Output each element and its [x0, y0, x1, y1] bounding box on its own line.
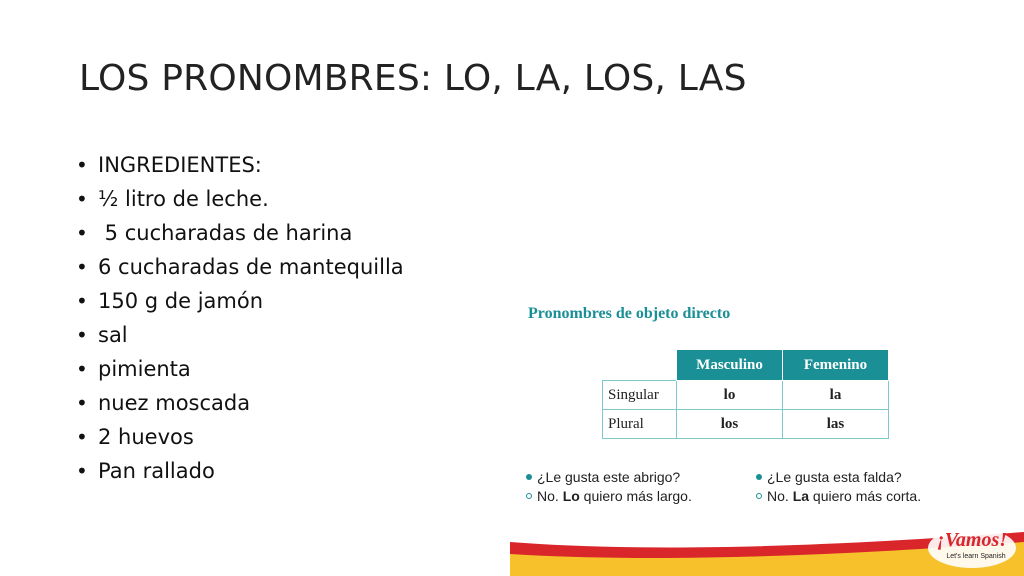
filled-bullet-icon — [756, 474, 762, 480]
pronoun-table — [602, 349, 889, 439]
table-cell: lo — [677, 381, 783, 410]
table-cell: la — [783, 381, 889, 410]
example-answer — [526, 487, 692, 506]
example-question — [526, 468, 692, 487]
list-item: • 6 cucharadas de mantequilla — [76, 252, 404, 286]
open-bullet-icon — [756, 493, 762, 499]
answer-pronoun: La — [792, 488, 810, 504]
list-item: • 150 g de jamón — [76, 286, 404, 320]
vamos-logo-icon — [924, 522, 1020, 570]
list-item: • nuez moscada — [76, 388, 404, 422]
list-item: • ½ litro de leche. — [76, 184, 404, 218]
list-item: • pimienta — [76, 354, 404, 388]
ingredients-list — [76, 150, 404, 490]
logo-tagline: Let's learn Spanish — [946, 553, 1006, 560]
example-answer — [756, 487, 921, 506]
list-item: • 5 cucharadas de harina — [76, 218, 404, 252]
answer-text: No. — [767, 488, 793, 504]
question-text: ¿Le gusta esta falda? — [767, 469, 902, 485]
table-row — [603, 381, 889, 410]
table-cell: los — [677, 410, 783, 439]
answer-text: quiero más corta. — [809, 488, 922, 504]
row-label-singular: Singular — [603, 381, 677, 410]
answer-pronoun: Lo — [562, 488, 580, 504]
pronoun-figure — [510, 296, 1024, 576]
example-right — [756, 468, 921, 506]
list-item: • INGREDIENTES: — [76, 150, 404, 184]
row-label-plural: Plural — [603, 410, 677, 439]
table-row — [603, 410, 889, 439]
table-cell: las — [783, 410, 889, 439]
figure-title: Pronombres de objeto directo — [528, 305, 731, 322]
example-left — [526, 468, 692, 506]
column-header-femenino: Femenino — [783, 350, 889, 381]
table-header-row — [603, 350, 889, 381]
list-item: • 2 huevos — [76, 422, 404, 456]
column-header-masculino: Masculino — [677, 350, 783, 381]
answer-text: quiero más largo. — [579, 488, 692, 504]
logo-wordmark: ¡Vamos! — [936, 529, 1008, 551]
table-corner — [603, 350, 677, 381]
question-text: ¿Le gusta este abrigo? — [537, 469, 681, 485]
slide-title: LOS PRONOMBRES: LO, LA, LOS, LAS — [79, 58, 747, 99]
list-item: • Pan rallado — [76, 456, 404, 490]
list-item: • sal — [76, 320, 404, 354]
filled-bullet-icon — [526, 474, 532, 480]
open-bullet-icon — [526, 493, 532, 499]
answer-text: No. — [537, 488, 563, 504]
example-question — [756, 468, 921, 487]
